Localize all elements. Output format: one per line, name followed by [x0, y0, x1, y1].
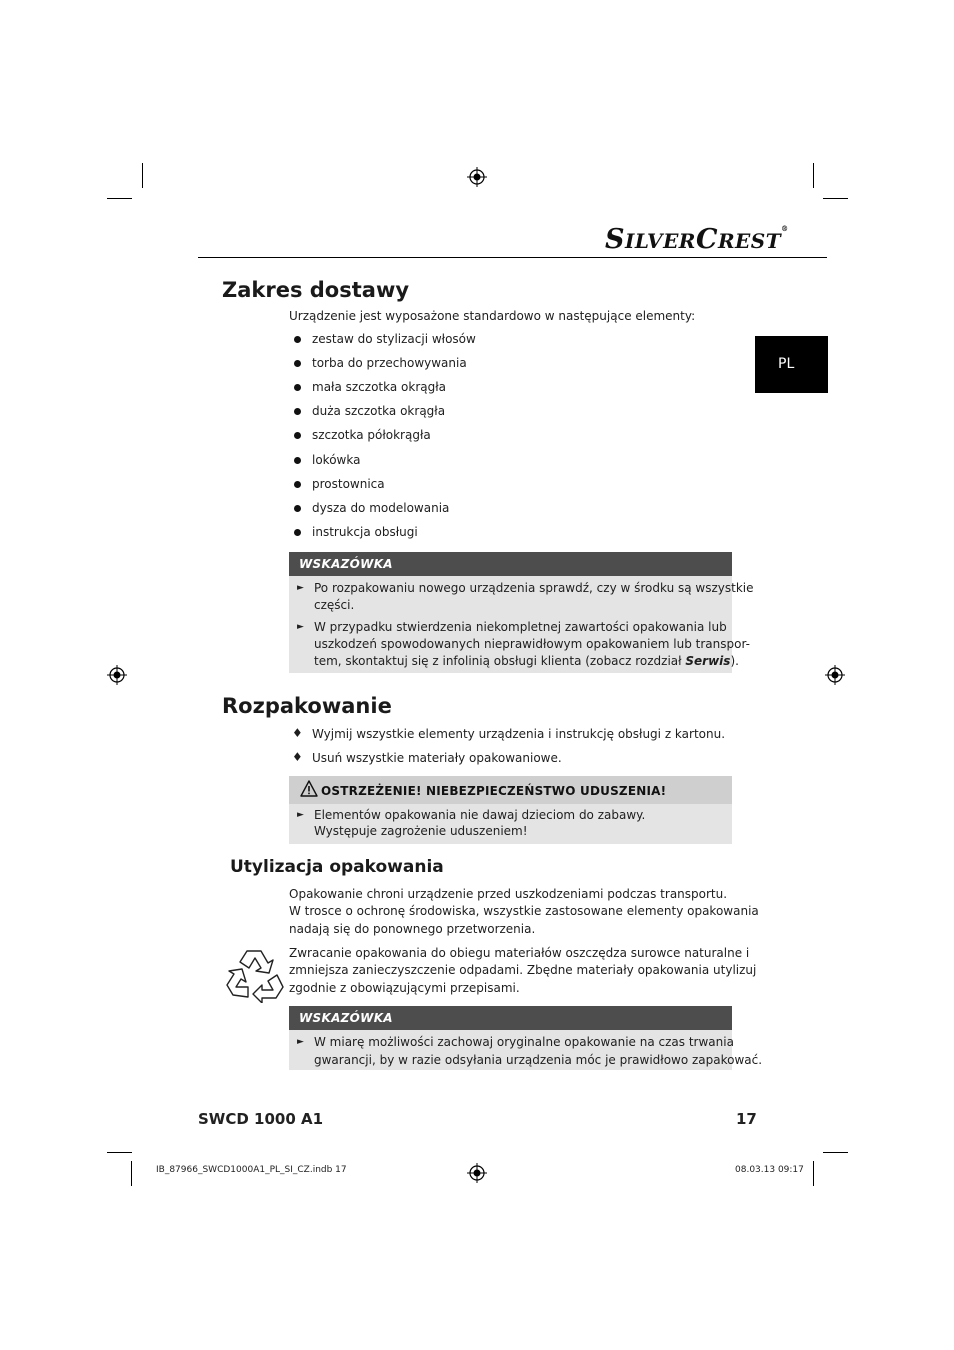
crop-mark [823, 198, 848, 199]
paragraph: Opakowanie chroni urządzenie przed uszkodzeniami podczas transportu. [289, 887, 728, 901]
brand-logo: SILVERCREST® [605, 224, 789, 255]
paragraph: zgodnie z obowiązującymi przepisami. [289, 981, 520, 995]
warning-triangle-icon [300, 780, 318, 797]
language-tab: PL [755, 336, 828, 393]
recycle-icon [225, 945, 285, 1003]
paragraph: zmniejsza zanieczyszczenie odpadami. Zbędne materiały opakowania utylizuj [289, 963, 757, 977]
header-rule [198, 257, 827, 258]
crop-mark [107, 1152, 132, 1153]
date-slug: 08.03.13 09:17 [735, 1165, 804, 1175]
crop-mark [142, 163, 143, 188]
crop-mark [107, 198, 132, 199]
note-heading: WSKAZÓWKA [289, 552, 732, 576]
arrow-bullet-icon: ► [297, 583, 304, 593]
note-text: W przypadku stwierdzenia niekompletnej zawartości opakowania lub [314, 620, 727, 634]
registration-mark-icon [467, 167, 487, 187]
warning-text: Występuje zagrożenie uduszeniem! [314, 824, 528, 838]
warning-text: Elementów opakowania nie dawaj dzieciom do zabawy. [314, 808, 646, 822]
chapter-reference: Serwis [685, 654, 731, 668]
file-slug: IB_87966_SWCD1000A1_PL_SI_CZ.indb 17 [156, 1165, 347, 1175]
arrow-bullet-icon: ► [297, 622, 304, 632]
note-heading: WSKAZÓWKA [289, 1006, 732, 1030]
crop-mark [813, 163, 814, 188]
intro-text: Urządzenie jest wyposażone standardowo w następujące elementy: [289, 309, 696, 323]
model-number: SWCD 1000 A1 [198, 1110, 324, 1128]
registration-mark-icon [467, 1163, 487, 1183]
crop-mark [813, 1161, 814, 1186]
diamond-bullet-icon: ♦ [292, 750, 303, 764]
page-number: 17 [736, 1110, 757, 1128]
paragraph: Zwracanie opakowania do obiegu materiałów oszczędza surowce naturalne i [289, 946, 750, 960]
warning-heading: OSTRZEŻENIE! NIEBEZPIECZEŃSTWO UDUSZENIA! [289, 776, 732, 804]
note-text: Po rozpakowaniu nowego urządzenia sprawdź, czy w środku są wszystkie [314, 581, 754, 595]
note-text: W miarę możliwości zachowaj oryginalne opakowanie na czas trwania [314, 1035, 734, 1049]
section-title: Rozpakowanie [222, 694, 392, 718]
subsection-title: Utylizacja opakowania [230, 857, 444, 877]
note-text: gwarancji, by w razie odsyłania urządzenia móc je prawidłowo zapakować. [314, 1053, 763, 1067]
arrow-bullet-icon: ► [297, 1037, 304, 1047]
paragraph: W trosce o ochronę środowiska, wszystkie zastosowane elementy opakowania [289, 904, 759, 918]
crop-mark [823, 1152, 848, 1153]
crop-mark [131, 1161, 132, 1186]
registration-mark-icon [825, 665, 845, 685]
paragraph: nadają się do ponownego przetworzenia. [289, 922, 536, 936]
note-text: części. [314, 598, 355, 612]
note-text: tem, skontaktuj się z infolinią obsługi klienta (zobacz rozdział Serwis). [314, 654, 739, 668]
note-text: uszkodzeń spowodowanych nieprawidłowym opakowaniem lub transpor- [314, 637, 750, 651]
registration-mark-icon [107, 665, 127, 685]
section-title: Zakres dostawy [222, 278, 410, 302]
diamond-bullet-icon: ♦ [292, 726, 303, 740]
arrow-bullet-icon: ► [297, 810, 304, 820]
